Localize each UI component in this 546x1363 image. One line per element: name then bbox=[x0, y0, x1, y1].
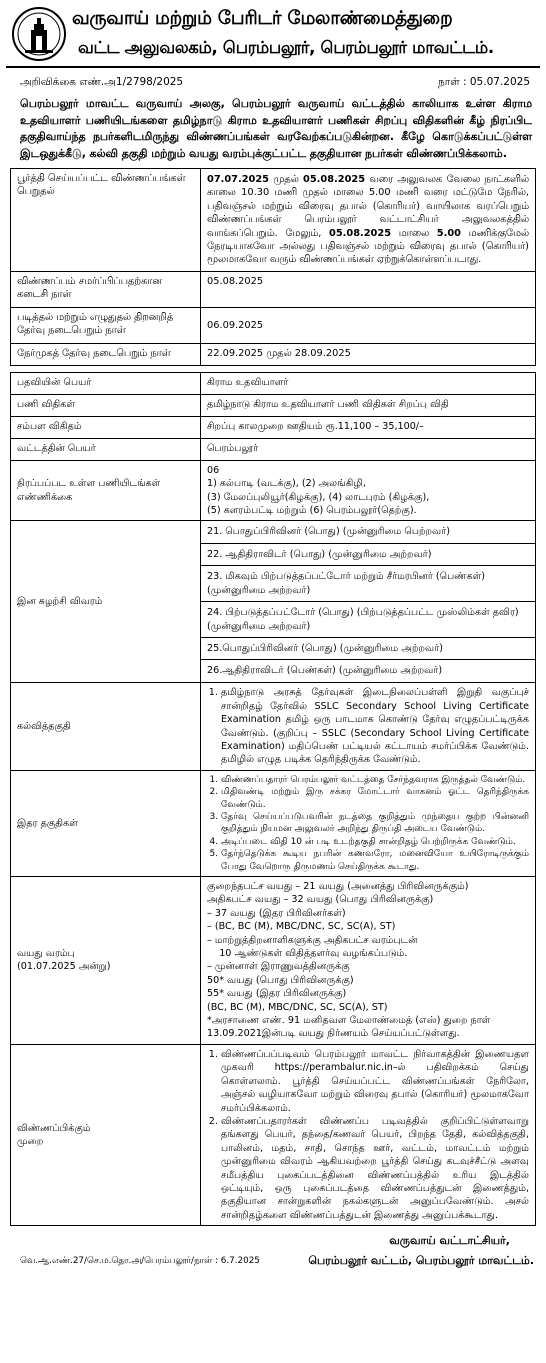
receipt-details-text bbox=[207, 174, 529, 265]
details-row bbox=[11, 521, 536, 683]
pay-scale-value: சிறப்பு காலமுறை ஊதியம் ரூ.11,100 – 35,100/– bbox=[201, 416, 536, 438]
office-title: வட்ட அலுவலகம், பெரம்பலூர், பெரம்பலூர் மாவட்டம். bbox=[78, 38, 494, 57]
notice-date: நாள் : 05.07.2025 bbox=[437, 76, 530, 88]
service-rules-label: பணி விதிகள் bbox=[11, 394, 201, 416]
schedule-label: நேர்முகத் தேர்வு நடைபெறும் நாள் bbox=[11, 343, 201, 365]
age-limit-date: (01.07.2025 அன்று) bbox=[17, 961, 111, 973]
other-qualification-item: 2. மிதிவண்டி மற்றும் இரு சக்கர மோட்டார் வாகனம் ஓட்ட தெரிந்திருக்க வேண்டும். bbox=[221, 786, 529, 811]
schedule-row bbox=[11, 169, 536, 272]
other-qualifications-label: இதர தகுதிகள் bbox=[11, 770, 201, 876]
emphasis-text: 05.08.2025 bbox=[329, 227, 392, 239]
education-item: 1. தமிழ்நாடு அரசுத் தேர்வுகள் இடைநிலைப்பள்ளி இறுதி வகுப்புச் சான்றிதழ் தேர்வில் SSLC Secondary School Living Certificate Examination தமிழ் ஒரு பாடமாக கொண்டு தேர்வு எழுதப்பட்டிருக்க வேண்டும். (குறிப்பு – SSLC (Secondary School Living Certificate Examination) மதிப்பெண் பட்டியல் கட்டாயம் சமர்ப்பிக்க வேண்டும். தமிழில் எழுத படிக்க தெரிந்திருக்க வேண்டும். bbox=[221, 686, 529, 766]
application-method-title-1: விண்ணப்பிக்கும் bbox=[17, 1122, 91, 1134]
body-text: மாலை bbox=[391, 227, 437, 239]
vacancy-value bbox=[201, 460, 536, 521]
age-line: 55* வயது (இதர பிரிவினருக்கு) bbox=[207, 988, 347, 1000]
reservation-item: 23. மிகவும் பிற்படுத்தப்பட்டோர் மற்றும் சீர்மரபினர் (பெண்கள்) (முன்னுரிமை அற்றவர்) bbox=[201, 566, 535, 602]
post-name-label: பதவியின் பெயர் bbox=[11, 372, 201, 394]
schedule-label: பூர்த்தி செய்யப்பட்ட விண்ணப்பங்கள் பெறுதல் bbox=[11, 169, 201, 272]
age-line: – 37 வயது (இதர பிரிவினர்கள்) bbox=[207, 907, 346, 919]
reservation-item: 26.ஆதிதிராவிடர் (பெண்கள்) (முன்னுரிமை அற்றவர்) bbox=[207, 665, 443, 677]
emphasis-text: 05.08.2025 bbox=[303, 174, 366, 185]
reservation-item: 25.பொதுப்பிரிவினர் (பொது) (முன்னுரிமை அற்றவர்) bbox=[201, 638, 535, 660]
other-qualification-item: 5. தேர்ந்தெடுக்க கூடிய நபரின் கணவரோ, மனைவியோ உயிரோடிருக்கும் போது வேறொரு திருமணம் செய்திருக்க கூடாது. bbox=[221, 848, 529, 873]
schedule-value: 22.09.2025 முதல் 28.09.2025 bbox=[201, 343, 536, 365]
service-rules-value: தமிழ்நாடு கிராம உதவியாளர் பணி விதிகள் சிறப்பு விதி bbox=[201, 394, 536, 416]
reservation-item: 21. பொதுப்பிரிவினர் (பொது) (முன்னுரிமை பெற்றவர்) bbox=[201, 521, 535, 543]
schedule-value bbox=[201, 169, 536, 272]
emphasis-text: 07.07.2025 bbox=[207, 174, 269, 185]
age-line: குறைந்தபட்ச வயது – 21 வயது (அனைத்து பிரிவினருக்கும்) bbox=[207, 881, 469, 892]
tamil-nadu-emblem-icon bbox=[12, 6, 66, 62]
application-method-item: 1. விண்ணப்பப்படிவம் பெரம்பலூர் மாவட்ட நிர்வாகத்தின் இணையதள முகவரி https://perambalur.nic.in–ல் பதிவிறக்கம் செய்து கொள்ளலாம். பூர்த்தி செய்யப்பட்ட விண்ணப்பங்கள் நேரிலோ, அஞ்சல் வழியாகவோ மற்றும் விரைவு தபால் (கொரியர்) மூலமாகவோ சமர்ப்பிக்கலாம். bbox=[221, 1048, 529, 1115]
reservation-item: 22. ஆதிதிராவிடர் (பொது) (முன்னுரிமை அற்றவர்) bbox=[201, 544, 535, 566]
reference-row bbox=[6, 74, 540, 92]
signature-block bbox=[6, 1230, 540, 1290]
other-qualifications-value bbox=[201, 770, 536, 876]
details-row bbox=[11, 372, 536, 394]
other-qualification-item: 4. அடிப்படை விதி 10 ன் படி உடற்தகுதி சான்றிதழ் பெற்றிருக்க வேண்டும். bbox=[221, 836, 529, 848]
details-row bbox=[11, 877, 536, 1045]
vacancy-line: 06 bbox=[207, 464, 220, 476]
details-row bbox=[11, 394, 536, 416]
age-line: – (BC, BC (M), MBC/DNC, SC, SC(A), ST) bbox=[207, 921, 396, 933]
taluk-name-value: பெரம்பலூர் bbox=[201, 438, 536, 460]
schedule-row bbox=[11, 307, 536, 343]
schedule-value: 06.09.2025 bbox=[201, 307, 536, 343]
details-table bbox=[10, 372, 536, 1226]
details-row bbox=[11, 1044, 536, 1225]
reservation-item: 24. பிற்படுத்தப்பட்டோர் (பொது) (பிற்படுத்தப்பட்ட முஸ்லிம்கள் தவிர) (முன்னுரிமை அற்றவர்) bbox=[201, 602, 535, 638]
details-row bbox=[11, 438, 536, 460]
notice-number: அறிவிக்கை எண்.அ1/2798/2025 bbox=[20, 76, 184, 88]
body-text: மணிக்குமேல் நேரடியாகவோ அல்லது பதிவஞ்சல் மற்றும் விரைவு தபால் (கொரியர்) மூலமாகவோ வரும் விண்ணப்பங்கள் ஏற்றுக்கொள்ளப்படாது. bbox=[207, 227, 529, 266]
reservation-label: இன சுழற்சி விவரம் bbox=[11, 521, 201, 683]
intro-paragraph: பெரம்பலூர் மாவட்ட வருவாய் அலகு, பெரம்பலூர் வருவாய் வட்டத்தில் காலியாக உள்ள கிராம உதவியாளர் பணியிடங்களை தமிழ்நாடு கிராம உதவியாளர் பணிகள் சிறப்பு விதிகளின் கீழ் நிரப்பிட தகுதிவாய்ந்த நபர்களிடமிருந்து விண்ணப்பங்கள் வரவேற்கப்படுகின்றன. கீழே கொடுக்கப்பட்டுள்ள இடஒதுக்கீடு, கல்வி தகுதி மற்றும் வயது வரம்புக்குட்பட்ட தகுதியான நபர்கள் விண்ணப்பிக்கலாம். bbox=[20, 97, 532, 160]
vacancy-line: (5) களரம்பட்டி மற்றும் (6) பெரம்பலூர்(தெற்கு). bbox=[207, 505, 417, 517]
schedule-row bbox=[11, 343, 536, 365]
age-limit-value bbox=[201, 877, 536, 1045]
age-note: *அரசாணை எண். 91 மனிதவள மேலாண்மைத் (எஸ்) துறை நாள் 13.09.2021இன்படி வயது நிர்ணயம் செய்யப்பட்டுள்ளது. bbox=[207, 1015, 491, 1040]
signatory-title: வருவாய் வட்டாட்சியர், bbox=[389, 1234, 510, 1248]
application-method-label bbox=[11, 1044, 201, 1225]
age-line: 50* வயது (பொது பிரிவினருக்கு) bbox=[207, 974, 354, 986]
reservation-list bbox=[201, 521, 536, 683]
age-line: அதிகபட்ச வயது – 32 வயது (பொது பிரிவினருக்கு) bbox=[207, 894, 434, 906]
details-row bbox=[11, 770, 536, 876]
taluk-name-label: வட்டத்தின் பெயர் bbox=[11, 438, 201, 460]
letterhead bbox=[6, 0, 540, 68]
details-row bbox=[11, 683, 536, 770]
publication-reference: வெ.ஆ.எண்.27/செ.ம.தொ.அ/பெரம்பலூர்/நாள் : 6.7.2025 bbox=[20, 1256, 260, 1267]
other-qualification-item: 1. விண்ணப்பதாரர் பெரம்பலூர் வட்டத்தை சேர்ந்தவராக இருத்தல் வேண்டும். bbox=[221, 774, 529, 786]
pay-scale-label: சம்பள விகிதம் bbox=[11, 416, 201, 438]
age-line: (BC, BC (M), MBC/DNC, SC, SC(A), ST) bbox=[207, 1001, 388, 1013]
age-line: – முன்னாள் இராணுவத்தினருக்கு bbox=[207, 961, 350, 973]
schedule-label: விண்ணப்பம் சமர்ப்பிப்பதற்கான கடைசி நாள் bbox=[11, 271, 201, 307]
details-row bbox=[11, 460, 536, 521]
education-value bbox=[201, 683, 536, 770]
body-text: வரை அலுவலக வேலை நாட்களில் காலை 10.30 மணி முதல் மாலை 5.00 மணி வரை மட்டுமே நேரில், பதிவஞ்சல் மற்றும் விரைவு தபால் (கொரியர்) வாயிலாக வரப்பெறும் விண்ணப்பங்கள் பெரம்பலூர் வட்டாட்சியர் அலுவலகத்தில் வாங்கப்பெறும். மேலும், bbox=[207, 174, 529, 239]
schedule-table bbox=[10, 168, 536, 366]
application-method-title-2: முறை bbox=[17, 1136, 44, 1148]
application-method-value bbox=[201, 1044, 536, 1225]
age-line: 10 ஆண்டுகள் விதித்தளர்வு வழங்கப்படும். bbox=[207, 948, 408, 960]
department-title: வருவாய் மற்றும் பேரிடர் மேலாண்மைத்துறை bbox=[72, 8, 453, 29]
other-qualification-item: 3. தேர்வு செய்யப்படுபவரின் நடத்தை குறித்தும் முந்தைய குற்ற பின்னனி குறித்தும் நியமன அலுவலர் அறிந்து திருப்தி அடைய வேண்டும். bbox=[221, 811, 529, 836]
vacancy-label: நிரப்பப்பட உள்ள பணியிடங்கள் எண்ணிக்கை bbox=[11, 460, 201, 521]
vacancy-line: (3) மேலப்புலியூர்(கிழக்கு), (4) லாடபுரம் (கிழக்கு), bbox=[207, 491, 430, 503]
emphasis-text: 5.00 bbox=[436, 227, 461, 239]
schedule-value: 05.08.2025 bbox=[201, 271, 536, 307]
body-text: முதல் bbox=[268, 174, 304, 185]
schedule-row bbox=[11, 271, 536, 307]
age-limit-title: வயது வரம்பு bbox=[17, 948, 75, 960]
signatory-office: பெரம்பலூர் வட்டம், பெரம்பலூர் மாவட்டம். bbox=[308, 1254, 534, 1268]
post-name-value: கிராம உதவியாளர் bbox=[201, 372, 536, 394]
age-line: – மாற்றுத்திறனாளிகளுக்கு அதிகபட்ச வரம்புடன் bbox=[207, 934, 418, 946]
vacancy-line: 1) கல்பாடி (வடக்கு), (2) அலங்கிழி, bbox=[207, 478, 366, 490]
application-method-item: 2. விண்ணப்பதாரர்கள் விண்ணப்ப படிவத்தில் குறிப்பிட்டுள்ளவாறு தங்களது பெயர், தந்தை/கணவர் பெயர், பிறந்த தேதி, கல்வித்தகுதி, பாலினம், மதம், சாதி, சொந்த ஊர், வட்டம், மாவட்டம் மற்றும் முன்னுரிமை விவரம் ஆகியவற்றை பூர்த்தி செய்து கடவுச்சீட்டு அளவு சமீபத்திய புகைப்படத்தினை விண்ணப்பத்தில் உரிய இடத்தில் ஒட்டியும், ஒரு புகைப்படத்தை விண்ணப்பத்துடன் இணைத்தும், தகுதியான சான்றுகளின் நகல்களுடன் அனுப்பவேண்டும். அசல் சான்றிதழ்களை விண்ணப்பத்துடன் இணைத்து அனுப்பக்கூடாது. bbox=[221, 1115, 529, 1222]
details-row bbox=[11, 416, 536, 438]
age-limit-label bbox=[11, 877, 201, 1045]
education-label: கல்வித்தகுதி bbox=[11, 683, 201, 770]
schedule-label: படித்தல் மற்றும் எழுதுதல் திறனறித் தேர்வு நடைபெறும் நாள் bbox=[11, 307, 201, 343]
